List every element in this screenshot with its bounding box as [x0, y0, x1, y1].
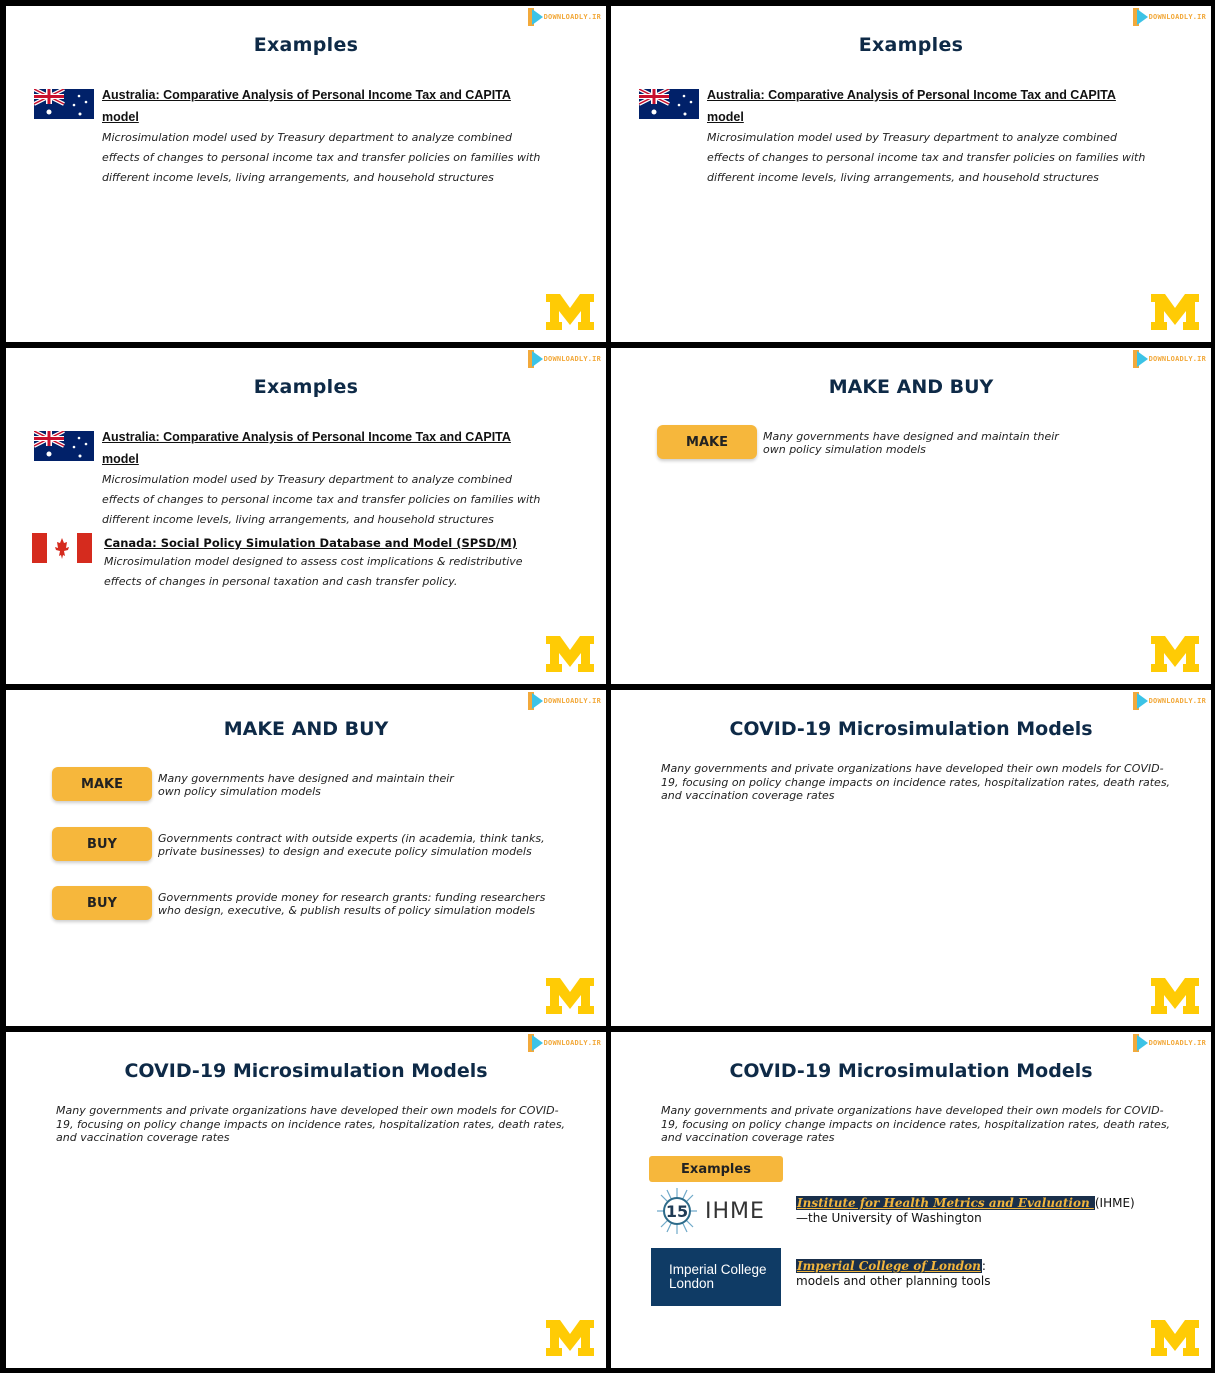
australia-description: Microsimulation model used by Treasury department to analyze combined effects of changes to personal income tax and transfer policies on families with different income levels, living arrangements, and household structures: [102, 473, 541, 526]
play-logo-icon: [528, 1034, 543, 1052]
ihme-badge-icon: [655, 1186, 699, 1236]
ihme-badge-number: 15: [665, 1202, 689, 1221]
michigan-m-logo-icon: [1151, 294, 1199, 330]
australia-heading-link[interactable]: Australia: Comparative Analysis of Personal Income Tax and CAPITA model: [102, 88, 511, 124]
michigan-m-logo-icon: [546, 1320, 594, 1356]
slide-title: COVID-19 Microsimulation Models: [729, 718, 1093, 740]
play-logo-icon: [528, 692, 543, 710]
slide-6: [611, 690, 1211, 1026]
covid-intro: Many governments and private organizations have developed their own models for COVID- 19, focusing on policy change impacts on incidence rates, hospitalization rates, death rates, and vaccination coverage rates: [661, 1104, 1171, 1144]
buy-description-2: Governments provide money for research grants: funding researchers who design, executive, & publish results of policy simulation models: [158, 891, 546, 917]
watermark: DOWNLOADLY.IR: [1133, 1034, 1206, 1052]
play-logo-icon: [528, 350, 543, 368]
covid-intro: Many governments and private organizations have developed their own models for COVID- 19, focusing on policy change impacts on incidence rates, hospitalization rates, death rates, and vaccination coverage rates: [661, 762, 1171, 802]
australia-flag-icon: [639, 89, 699, 119]
slide-2: [611, 6, 1211, 342]
australia-heading-link[interactable]: Australia: Comparative Analysis of Personal Income Tax and CAPITA model: [102, 430, 511, 466]
play-logo-icon: [1133, 8, 1148, 26]
imperial-link[interactable]: Imperial College of London: [797, 1259, 981, 1273]
imperial-college-logo: Imperial College London: [651, 1248, 781, 1306]
examples-label: Examples: [649, 1156, 783, 1182]
imperial-entry: Imperial College of London: models and other planning tools: [796, 1259, 991, 1288]
michigan-m-logo-icon: [546, 978, 594, 1014]
slide-3: [6, 348, 606, 684]
make-description: Many governments have designed and maintain their own policy simulation models: [763, 430, 1059, 456]
watermark: DOWNLOADLY.IR: [1133, 8, 1206, 26]
slide-title: COVID-19 Microsimulation Models: [729, 1060, 1093, 1082]
australia-description: Microsimulation model used by Treasury department to analyze combined effects of changes to personal income tax and transfer policies on families with different income levels, living arrangements, and household structures: [102, 131, 541, 184]
watermark: DOWNLOADLY.IR: [1133, 692, 1206, 710]
slide-title: MAKE AND BUY: [223, 718, 389, 740]
buy-pill-1: BUY: [52, 827, 152, 861]
australia-flag-icon: [34, 89, 94, 119]
canada-flag-icon: [32, 533, 92, 563]
watermark: DOWNLOADLY.IR: [1133, 350, 1206, 368]
ihme-link[interactable]: Institute for Health Metrics and Evaluation: [797, 1196, 1094, 1210]
make-description: Many governments have designed and maintain their own policy simulation models: [158, 772, 454, 798]
australia-heading-link[interactable]: Australia: Comparative Analysis of Personal Income Tax and CAPITA model: [707, 88, 1116, 124]
buy-pill-2: BUY: [52, 886, 152, 920]
play-logo-icon: [1133, 350, 1148, 368]
play-logo-icon: [1133, 1034, 1148, 1052]
slide-title: MAKE AND BUY: [828, 376, 994, 398]
michigan-m-logo-icon: [546, 636, 594, 672]
slide-1: [6, 6, 606, 342]
buy-description-1: Governments contract with outside experts (in academia, think tanks, private businesses) to design and execute policy simulation models: [158, 832, 545, 858]
watermark: DOWNLOADLY.IR: [528, 8, 601, 26]
covid-intro: Many governments and private organizations have developed their own models for COVID- 19, focusing on policy change impacts on incidence rates, hospitalization rates, death rates, and vaccination coverage rates: [56, 1104, 566, 1144]
slide-title: Examples: [253, 34, 359, 56]
michigan-m-logo-icon: [546, 294, 594, 330]
ihme-logo: [655, 1186, 765, 1236]
make-pill: MAKE: [657, 425, 757, 459]
watermark: DOWNLOADLY.IR: [528, 350, 601, 368]
play-logo-icon: [528, 8, 543, 26]
slide-8: [611, 1032, 1211, 1368]
michigan-m-logo-icon: [1151, 1320, 1199, 1356]
make-pill: MAKE: [52, 767, 152, 801]
australia-flag-icon: [34, 431, 94, 461]
australia-description: Microsimulation model used by Treasury department to analyze combined effects of changes to personal income tax and transfer policies on families with different income levels, living arrangements, and household structures: [707, 131, 1146, 184]
slide-title: Examples: [858, 34, 964, 56]
slide-title: COVID-19 Microsimulation Models: [124, 1060, 488, 1082]
canada-heading-link[interactable]: Canada: Social Policy Simulation Database and Model (SPSD/M): [104, 536, 517, 550]
watermark: DOWNLOADLY.IR: [528, 1034, 601, 1052]
watermark: DOWNLOADLY.IR: [528, 692, 601, 710]
slide-7: [6, 1032, 606, 1368]
ihme-logo-text: IHME: [705, 1198, 765, 1224]
ihme-entry: Institute for Health Metrics and Evaluation (IHME) —the University of Washington: [796, 1196, 1135, 1225]
slide-4: [611, 348, 1211, 684]
canada-description: Microsimulation model designed to assess cost implications & redistributive effects of changes in personal taxation and cash transfer policy.: [104, 555, 523, 588]
play-logo-icon: [1133, 692, 1148, 710]
slide-title: Examples: [253, 376, 359, 398]
slide-5: [6, 690, 606, 1026]
michigan-m-logo-icon: [1151, 978, 1199, 1014]
michigan-m-logo-icon: [1151, 636, 1199, 672]
